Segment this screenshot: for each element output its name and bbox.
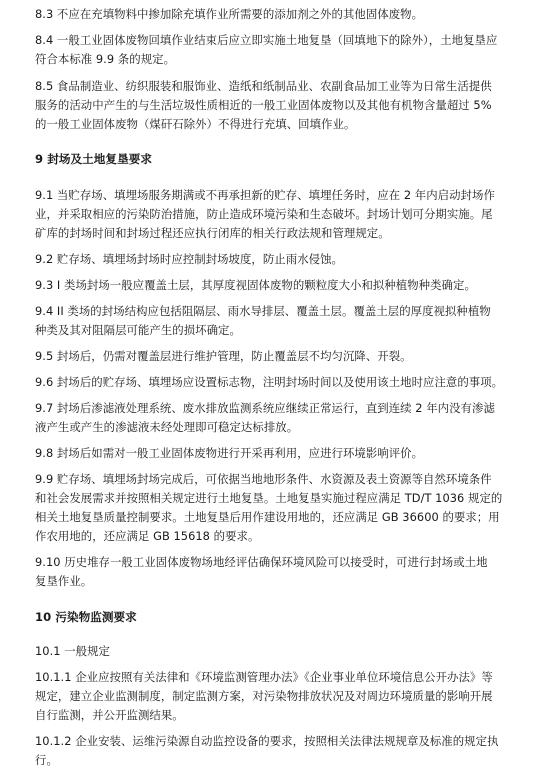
clause-9-1-line-3: 矿库的封场时间和封场过程还应执行闭库的相关行政法规和管理规定。 <box>35 226 390 240</box>
clause-9-5-line-1: 9.5 封场后，仍需对覆盖层进行维护管理，防止覆盖层不均匀沉降、开裂。 <box>35 349 412 363</box>
clause-9-10-line-2: 复垦作业。 <box>35 574 93 588</box>
clause-8-5-line-2: 服务的活动中产生的与生活垃圾性质相近的一般工业固体废物以及其他有机物含量超过 5% <box>35 98 492 112</box>
clause-9-9-line-2: 和社会发展需求并按照相关规定进行土地复垦。土地复垦实施过程应满足 TD/T 1036 规定的 <box>35 491 503 505</box>
clause-8-3-line-1: 8.3 不应在充填物料中掺加除充填作业所需要的添加剂之外的其他固体废物。 <box>35 7 424 21</box>
clause-8-4-line-2: 符合本标准 9.9 条的规定。 <box>35 52 176 66</box>
section-10-heading: 10 污染物监测要求 <box>35 610 137 624</box>
clause-9-10-line-1: 9.10 历史堆存一般工业固体废物场地经评估确保环境风险可以接受时，可进行封场或土地 <box>35 555 488 569</box>
clause-9-1-line-2: 业，并采取相应的污染防治措施，防止造成环境污染和生态破坏。封场计划可分期实施。尾 <box>35 207 493 221</box>
clause-10-1-heading: 10.1 一般规定 <box>35 644 110 658</box>
section-9-heading: 9 封场及土地复垦要求 <box>35 152 152 166</box>
clause-9-9-line-3: 相关土地复垦质量控制要求。土地复垦后用作建设用地的，还应满足 GB 36600 的要求；用 <box>35 510 500 524</box>
clause-9-9-line-4: 作农用地的，还应满足 GB 15618 的要求。 <box>35 529 260 543</box>
clause-9-7-line-1: 9.7 封场后渗滤液处理系统、废水排放监测系统应继续正常运行，直到连续 2 年内没有渗滤 <box>35 401 495 415</box>
clause-8-5-line-3: 的一般工业固体废物（煤矸石除外）不得进行充填、回填作业。 <box>35 117 356 131</box>
clause-8-4-line-1: 8.4 一般工业固体废物回填作业结束后应立即实施土地复垦（回填地下的除外），土地复垦应 <box>35 33 498 47</box>
clause-9-6-line-1: 9.6 封场后的贮存场、填埋场应设置标志物，注明封场时间以及使用该土地时应注意的事项。 <box>35 375 504 389</box>
clause-10-1-2-line-1: 10.1.2 企业安装、运维污染源自动监控设备的要求，按照相关法律法规规章及标准的规定执 <box>35 734 499 748</box>
clause-9-9-line-1: 9.9 贮存场、填埋场封场完成后，可依据当地地形条件、水资源及表土资源等自然环境条件 <box>35 472 492 486</box>
clause-9-7-line-2: 液产生或产生的渗滤液未经处理即可稳定达标排放。 <box>35 420 299 434</box>
clause-9-2-line-1: 9.2 贮存场、填埋场封场时应控制封场坡度，防止雨水侵蚀。 <box>35 252 343 266</box>
clause-10-1-1-line-2: 规定，建立企业监测制度，制定监测方案，对污染物排放状况及对周边环境质量的影响开展 <box>35 689 493 703</box>
clause-9-8-line-1: 9.8 封场后如需对一般工业固体废物进行开采再利用，应进行环境影响评价。 <box>35 446 424 460</box>
clause-9-4-line-1: 9.4 II 类场的封场结构应包括阻隔层、雨水导排层、覆盖土层。覆盖土层的厚度视拟种植物 <box>35 304 491 318</box>
clause-9-3-line-1: 9.3 I 类场封场一般应覆盖土层，其厚度视固体废物的颗粒度大小和拟种植物种类确定。 <box>35 278 476 292</box>
clause-9-4-line-2: 种类及其对阻隔层可能产生的损坏确定。 <box>35 323 241 337</box>
clause-8-5-line-1: 8.5 食品制造业、纺织服装和服饰业、造纸和纸制品业、农副食品加工业等为日常生活提供 <box>35 79 492 93</box>
clause-10-1-1-line-1: 10.1.1 企业应按照有关法律和《环境监测管理办法》《企业事业单位环境信息公开办法》等 <box>35 670 493 684</box>
clause-10-1-1-line-3: 自行监测，并公开监测结果。 <box>35 708 184 722</box>
clause-9-1-line-1: 9.1 当贮存场、填埋场服务期满或不再承担新的贮存、填埋任务时，应在 2 年内启动封场作 <box>35 188 495 202</box>
clause-10-1-2-line-2: 行。 <box>35 753 58 767</box>
